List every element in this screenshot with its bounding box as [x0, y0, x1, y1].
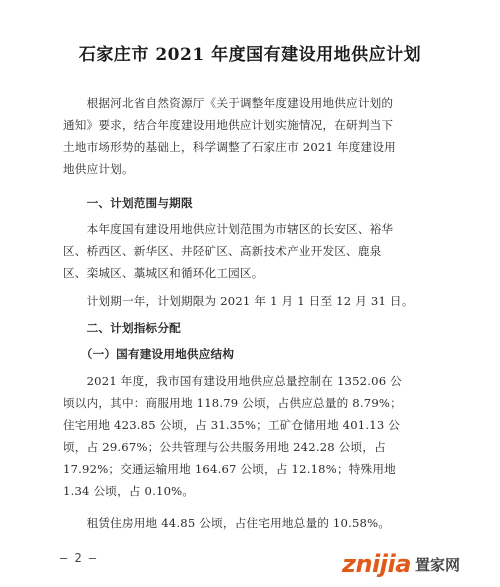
subsection-1-line: 1.34 公顷，占 0.10%。 [63, 484, 195, 498]
subsection-1-line: 顷以内，其中：商服用地 118.79 公顷，占供应总量的 8.79%； [63, 396, 402, 410]
section-1-period: 计划期一年，计划期限为 2021 年 1 月 1 日至 12 月 31 日。 [63, 294, 414, 308]
intro-line: 根据河北省自然资源厅《关于调整年度建设用地供应计划的 [63, 96, 394, 110]
subsection-1-body [63, 370, 443, 502]
section-1-line: 本年度国有建设用地供应计划范围为市辖区的长安区、裕华 [63, 222, 394, 236]
section-2-heading: 二、计划指标分配 [63, 321, 181, 335]
intro-line: 地供应计划。 [63, 162, 134, 176]
section-1-body [63, 218, 443, 284]
intro-line: 土地市场形势的基础上，科学调整了石家庄市 2021 年度建设用 [63, 140, 396, 154]
intro-line: 通知》要求，结合年度建设用地供应计划实施情况，在研判当下 [63, 118, 394, 132]
section-1-heading: 一、计划范围与期限 [63, 196, 193, 210]
watermark-site-name: 置家网 [414, 555, 460, 574]
subsection-1-line: 顷，占 29.67%；公共管理与公共服务用地 242.28 公顷，占 [63, 440, 386, 454]
section-1-line: 区、桥西区、新华区、井陉矿区、高新技术产业开发区、鹿泉 [63, 244, 382, 258]
watermark-logo: znijia [342, 550, 411, 578]
rental-land-line: 租赁住房用地 44.85 公顷，占住宅用地总量的 10.58%。 [63, 516, 391, 530]
document-title: 石家庄市 2021 年度国有建设用地供应计划 [78, 45, 422, 65]
subsection-1-line: 17.92%；交通运输用地 164.67 公顷，占 12.18%；特殊用地 [63, 462, 396, 476]
site-watermark [342, 547, 492, 581]
subsection-1-line: 住宅用地 423.85 公顷，占 31.35%；工矿仓储用地 401.13 公 [63, 418, 401, 432]
subsection-1-heading: （一）国有建设用地供应结构 [63, 347, 235, 361]
subsection-1-line: 2021 年度，我市国有建设用地供应总量控制在 1352.06 公 [63, 374, 402, 388]
section-1-line: 区、栾城区、藁城区和循环化工园区。 [63, 266, 264, 280]
page-number: — 2 — [60, 551, 97, 565]
intro-paragraph [63, 92, 443, 180]
